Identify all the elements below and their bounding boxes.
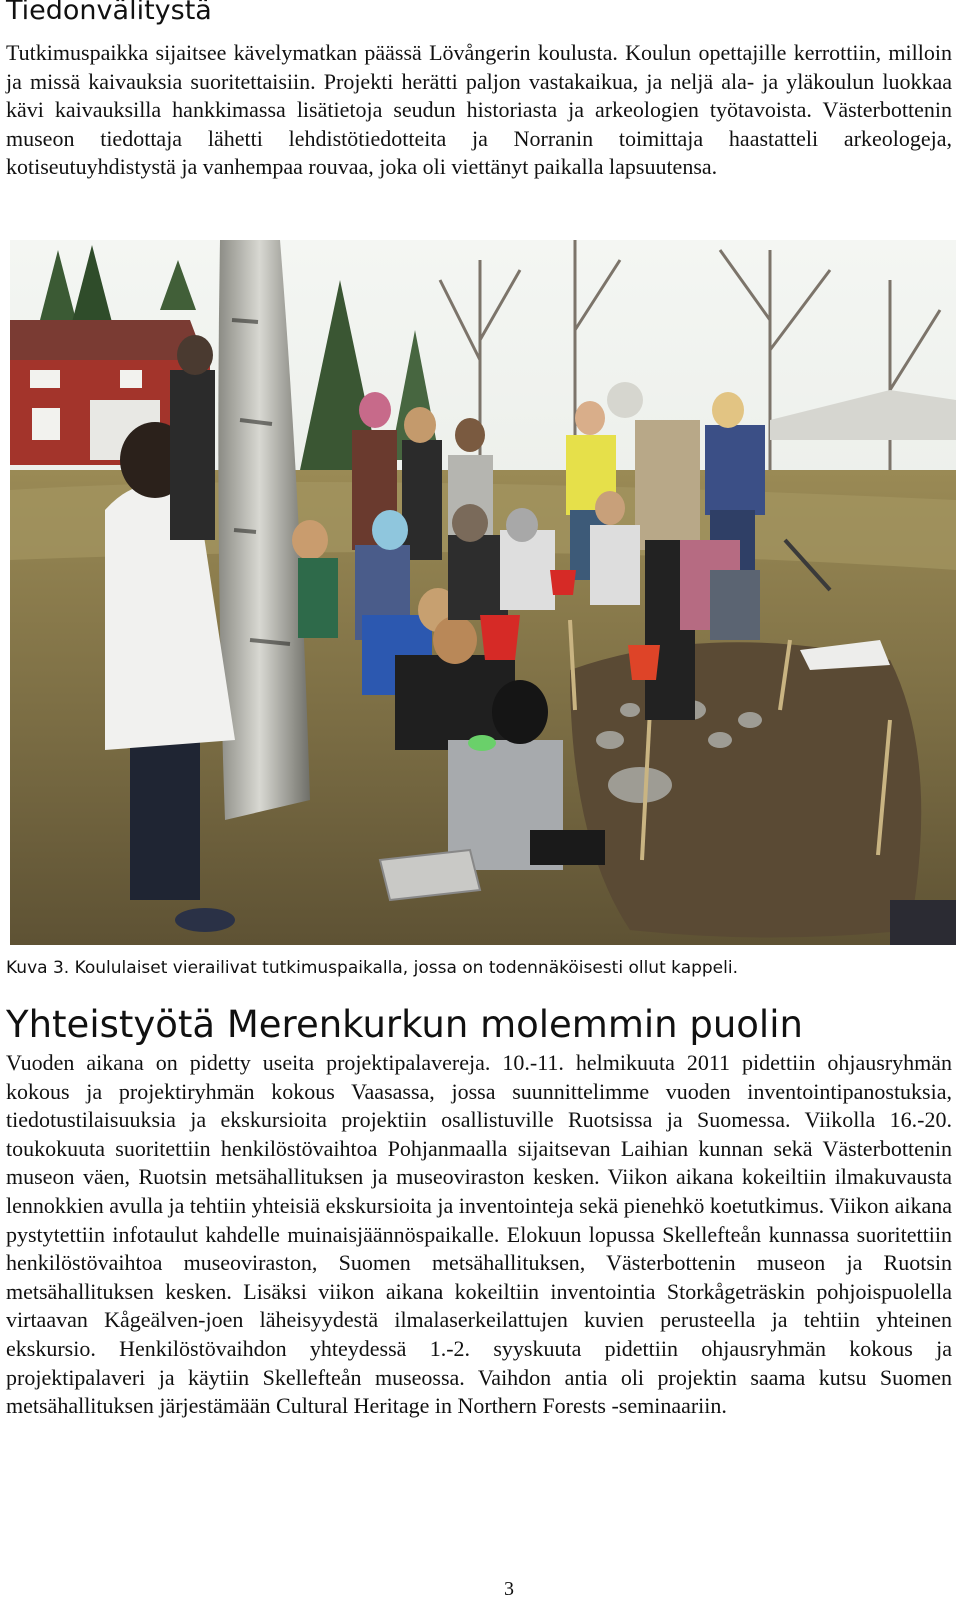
page-number: 3 — [504, 1578, 514, 1600]
excavation-photo — [10, 240, 956, 945]
body-paragraph-1: Tutkimuspaikka sijaitsee kävelymatkan päässä Lövångerin koulusta. Koulun opettajille kerrottiin, milloin ja missä kaivauksia suoritettaisiin. Projekti herätti paljon vastakaikua, ja neljä ala- ja yläkoulun luokkaa kävi kaivauksilla hankkimassa lisätietoja seudun historiasta ja arkeologien työtavoista. Västerbottenin museon tiedottaja lähetti lehdistötiedotteita ja Norranin toimittaja haastatteli arkeologeja, kotiseutuyhdistystä ja vanhempaa rouvaa, joka oli viettänyt paikalla lapsuutensa. — [6, 40, 952, 180]
body-paragraph-2: Vuoden aikana on pidetty useita projektipalavereja. 10.-11. helmikuuta 2011 pidettiin ohjausryhmän kokous ja projektiryhmän kokous Vaasassa, jossa suunnittelimme vuoden inventointipanostuksia, tiedotustilaisuuksia ja ekskursioita projektiin osallistuville Ruotsissa ja Suomessa. Viikolla 16.-20. toukokuuta suoritettiin henkilöstövaihtoa Pohjanmaalla sijaitsevan Laihian kunnan sekä Västerbottenin museon väen, Ruotsin metsähallituksen ja museoviraston kesken. Viikon aikana kokeiltiin ilmakuvausta lennokkien avulla ja tehtiin yhteisiä ekskursioita ja inventointeja sekä pienehkö koetutkimus. Viikon aikana pystytettiin infotaulut kahdelle muinaisjäännöspaikalle. Elokuun lopussa Skellefteån kunnassa suoritettiin henkilöstövaihtoa museoviraston, Suomen metsähallituksen, Västerbottenin museon ja Ruotsin metsähallituksen kesken. Lisäksi viikon aikana kokeiltiin inventointia Storkågeträskin pohjoispuolella virtaavan Kågeälven-joen läheisyydestä ilmalaserkeilattujen kuvien perusteella ja tehtiin yhteinen ekskursio. Henkilöstövaihdon yhteydessä 1.-2. syyskuuta pidettiin ohjausryhmän kokous ja projektipalaveri ja käytiin Skellefteån museossa. Vaihdon antia oli projektin saama kutsu Suomen metsähallituksen järjestämään Cultural Heritage in Northern Forests -seminaariin. — [6, 1050, 952, 1419]
section-heading-tiedonvalitysta: Tiedonvälitystä — [6, 0, 212, 26]
section-heading-yhteistyota: Yhteistyötä Merenkurkun molemmin puolin — [6, 1003, 803, 1046]
figure-caption: Kuva 3. Koululaiset vierailivat tutkimuspaikalla, jossa on todennäköisesti ollut kappeli. — [6, 958, 738, 978]
